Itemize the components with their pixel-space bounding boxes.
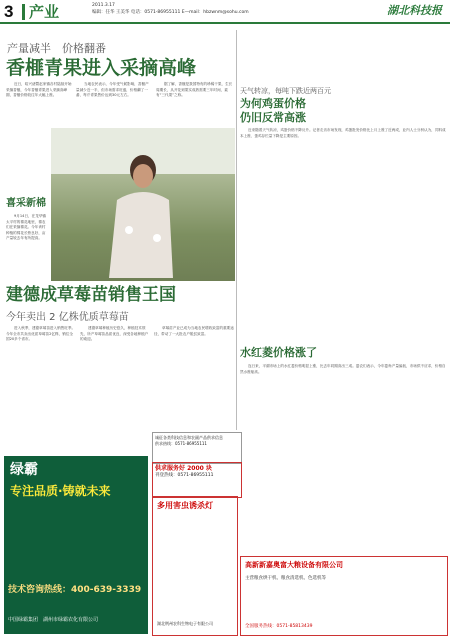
issue-date: 2011.3.17 bbox=[92, 3, 115, 8]
story2-col1: 进入秋季，建德草莓苗进入销售旺季。今年全市共卖出优质草莓苗2亿株，销往全国20多个省市。 bbox=[6, 326, 76, 342]
notice-box bbox=[152, 432, 242, 464]
header-meta bbox=[92, 2, 249, 16]
ad3-title: 多用害虫诱杀灯 bbox=[157, 501, 213, 510]
ad1-brand: 绿霸 bbox=[10, 462, 38, 478]
header-rule bbox=[0, 22, 450, 24]
editor-contact: 编辑：任华 王美华 电话：0571-86955111 E—mail：hbzwnm@sohu.com bbox=[92, 10, 249, 15]
story1-kicker: 产量减半 价格翻番 bbox=[7, 42, 106, 55]
ad2-title: 供求服务好 2000 块 bbox=[155, 465, 212, 472]
story1-col1: 近日，绍兴诸暨赵家镇各村陆续开始采摘香榧，今年香榧青果进入采摘高峰期，香榧价格较往年大幅上涨。 bbox=[6, 82, 72, 98]
ad-pest-lamp bbox=[152, 496, 238, 636]
ad-supply bbox=[152, 462, 242, 498]
story4-title: 水红菱价格涨了 bbox=[240, 346, 317, 359]
farmer-figure bbox=[99, 150, 181, 278]
column-divider bbox=[236, 30, 237, 430]
story3-kicker: 天气转凉，每吨下跌近两百元 bbox=[240, 87, 331, 95]
story3-title: 为何鸡蛋价格 仍旧反常高涨 bbox=[240, 97, 306, 124]
page-number: 3 bbox=[4, 2, 14, 21]
story1-col3: 据了解，香榧是我国特有的珍稀干果，生长周期长，从开花到果实成熟需要三年时间，素有“三代果”之称。 bbox=[156, 82, 233, 98]
ad-lvba bbox=[4, 456, 148, 634]
story2-title: 建德成草莓苗销售王国 bbox=[6, 285, 176, 305]
side-story-title: 喜采新棉 bbox=[6, 198, 46, 209]
story2-subtitle: 今年卖出 2 亿株优质草莓苗 bbox=[6, 312, 129, 323]
ad2-line: 刊登热线：0571-86955111 bbox=[155, 473, 214, 478]
story1-headline: 香榧青果进入采摘高峰 bbox=[6, 57, 197, 79]
section-title: 产业 bbox=[29, 3, 60, 21]
ad3-company: 湖北荆州农科生物电子有限公司 bbox=[157, 621, 213, 626]
cotton-photo bbox=[51, 128, 235, 281]
side-story-body: 9月14日，在龙华镇太平村的棉花地里，棉农们在采摘棉花。今年该村种植的棉花长势良好，亩产量较去年有所提高。 bbox=[6, 214, 47, 241]
story4-body: 连日来，平湖市场上的水红菱价格明显上涨，比去年同期高出三成。菱农们表示，今年菱角产量偏低，市场供不应求，价格自然水涨船高。 bbox=[240, 364, 446, 374]
story1-col2: 当地农民表示，今年受气候影响，香榧产量减少近一半，但市场需求旺盛，价格翻了一番，每斤青果售价达到30元左右。 bbox=[76, 82, 149, 98]
ad1-phone: 技术咨询热线：400-639-3339 bbox=[8, 585, 142, 595]
story2-col3: 草莓苗产业已成为当地农民增收致富的重要途径，带动了一大批农户脱贫致富。 bbox=[154, 326, 234, 336]
notice-text1: 诚征各类科技信息和农副产品供求信息 bbox=[155, 435, 223, 440]
ad4-line2: 全国服务热线：0571-85813439 bbox=[245, 624, 313, 629]
header-accent-bar bbox=[22, 4, 25, 20]
newspaper-brand: 湖北科技报 bbox=[387, 4, 442, 17]
ad1-company: 中国绿霸集团 湖州市绿霸农化有限公司 bbox=[8, 617, 99, 623]
ad-grain-equipment bbox=[240, 556, 448, 636]
ad4-line1: 主营粮食烘干机、粮食清选机、色选机等 bbox=[245, 576, 326, 581]
ad1-slogan: 专注品质·铸就未来 bbox=[10, 484, 111, 498]
notice-text2: 供求热线：0571-86955111 bbox=[155, 441, 207, 446]
ad4-company: 高新新嘉奥富大粮设备有限公司 bbox=[245, 561, 343, 569]
story3-body: 近来随着天气转凉，鸡蛋价格不降反升。记者走访市场发现，鸡蛋批发价格比上月上涨了近两成，业内人士分析认为，饲料成本上涨、蛋鸡存栏量下降是主要原因。 bbox=[240, 128, 446, 138]
story2-col2: 建德草莓种植历史悠久，种植技术领先，所产草莓苗品质优良，深受各地种植户的欢迎。 bbox=[80, 326, 149, 342]
